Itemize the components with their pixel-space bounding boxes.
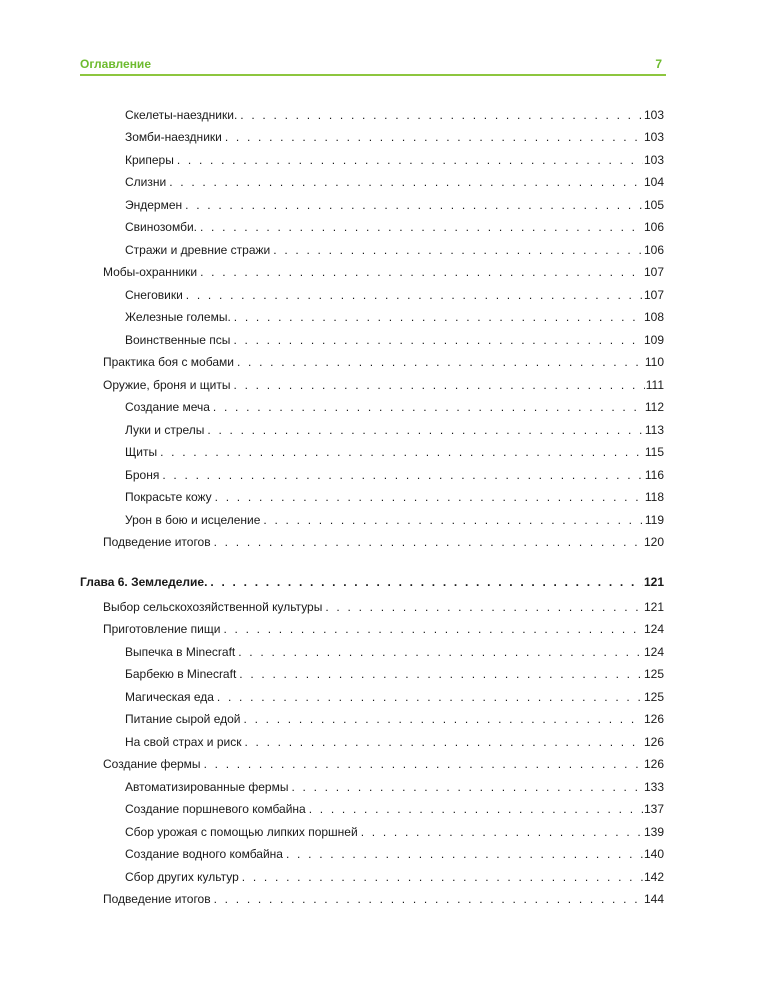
toc-entry — [125, 644, 664, 660]
toc-entry-page: 103 — [643, 130, 664, 144]
toc-entry — [125, 666, 664, 682]
toc-entry-page: 105 — [643, 198, 664, 212]
toc-entry — [125, 219, 664, 235]
toc-entry — [125, 444, 664, 460]
running-header — [80, 57, 666, 75]
toc-entry-page: 115 — [644, 445, 664, 459]
dot-leader — [215, 489, 644, 505]
toc-entry — [125, 467, 664, 483]
toc-entry-page: 116 — [644, 468, 664, 482]
toc-entry — [125, 422, 664, 438]
dot-leader — [240, 107, 643, 123]
toc-entry-title: Сбор других культур — [125, 870, 239, 884]
toc-entry-page: 133 — [643, 780, 664, 794]
toc-entry-page: 126 — [643, 735, 664, 749]
toc-entry-page: 126 — [643, 757, 664, 771]
dot-leader — [207, 422, 643, 438]
dot-leader — [233, 332, 643, 348]
header-rule — [80, 74, 666, 76]
toc-entry-page: 113 — [644, 423, 664, 437]
dot-leader — [204, 756, 643, 772]
toc-entry — [103, 621, 664, 637]
toc-entry-page: 110 — [644, 355, 664, 369]
dot-leader — [244, 711, 643, 727]
toc-entry-title: На свой страх и риск — [125, 735, 242, 749]
toc-entry — [125, 332, 664, 348]
toc-entry-page: 121 — [643, 600, 664, 614]
toc-entry-page: 140 — [643, 847, 664, 861]
dot-leader — [242, 869, 643, 885]
dot-leader — [160, 444, 644, 460]
dot-leader — [186, 287, 643, 303]
toc-entry-page: 144 — [643, 892, 664, 906]
toc-entry-page: 125 — [643, 667, 664, 681]
toc-entry — [125, 129, 664, 145]
toc-entry — [125, 512, 664, 528]
dot-leader — [309, 801, 643, 817]
toc-entry — [125, 287, 664, 303]
toc-entry-title: Создание фермы — [103, 757, 201, 771]
toc-entry-title: Глава 6. Земледелие. — [80, 575, 208, 589]
dot-leader — [234, 309, 643, 325]
toc-entry-page: 109 — [643, 333, 664, 347]
toc-entry — [125, 711, 664, 727]
toc-entry — [125, 779, 664, 795]
toc-entry-page: 106 — [643, 220, 664, 234]
dot-leader — [177, 152, 643, 168]
toc-entry — [103, 377, 664, 393]
toc-entry-title: Луки и стрелы — [125, 423, 205, 437]
toc-entry — [125, 824, 664, 840]
toc-entry — [125, 197, 664, 213]
toc-entry-title: Эндермен — [125, 198, 183, 212]
toc-entry — [125, 242, 664, 258]
toc-entry-page: 137 — [643, 802, 664, 816]
toc-entry-page: 142 — [643, 870, 664, 884]
toc-entry-title: Выбор сельскохозяйственной культуры — [103, 600, 323, 614]
toc-entry-title: Питание сырой едой — [125, 712, 241, 726]
dot-leader — [214, 534, 643, 550]
dot-leader — [214, 891, 643, 907]
dot-leader — [200, 219, 643, 235]
toc-entry-title: Барбекю в Minecraft — [125, 667, 237, 681]
toc-entry-page: 126 — [643, 712, 664, 726]
toc-entry — [103, 891, 664, 907]
toc-entry-page: 118 — [644, 490, 664, 504]
toc-entry-title: Стражи и древние стражи — [125, 243, 271, 257]
toc-entry-title: Приготовление пищи — [103, 622, 221, 636]
toc-entry — [125, 152, 664, 168]
toc-entry-title: Создание меча — [125, 400, 210, 414]
toc-entry-title: Урон в бою и исцеление — [125, 513, 261, 527]
toc-entry — [103, 534, 664, 550]
toc-entry-title: Слизни — [125, 175, 167, 189]
header-page-number: 7 — [655, 57, 662, 71]
toc-entry-title: Автоматизированные фермы — [125, 780, 289, 794]
dot-leader — [239, 666, 643, 682]
toc-entry-page: 124 — [643, 622, 664, 636]
toc-entry — [125, 689, 664, 705]
toc-entry-title: Выпечка в Minecraft — [125, 645, 236, 659]
dot-leader — [273, 242, 643, 258]
toc-entry-page: 103 — [643, 108, 664, 122]
toc-entry-title: Зомби-наездники — [125, 130, 222, 144]
dot-leader — [217, 689, 643, 705]
toc-entry — [103, 599, 664, 615]
toc-entry — [125, 309, 664, 325]
dot-leader — [223, 621, 643, 637]
toc-entry-page: 112 — [644, 400, 664, 414]
toc-entry-title: Снеговики — [125, 288, 183, 302]
toc-entry-page: 107 — [643, 288, 664, 302]
toc-entry-title: Броня — [125, 468, 160, 482]
toc-entry — [125, 734, 664, 750]
toc-entry-page: 107 — [643, 265, 664, 279]
toc-entry-page: 106 — [643, 243, 664, 257]
toc-entry-title: Практика боя с мобами — [103, 355, 234, 369]
dot-leader — [244, 734, 643, 750]
dot-leader — [213, 399, 644, 415]
dot-leader — [210, 574, 643, 590]
toc-entry — [103, 264, 664, 280]
toc-entry-title: Железные големы. — [125, 310, 231, 324]
toc-entry — [125, 846, 664, 862]
header-title: Оглавление — [80, 57, 151, 71]
dot-leader — [185, 197, 643, 213]
dot-leader — [234, 377, 645, 393]
toc-entry-page: 139 — [643, 825, 664, 839]
dot-leader — [237, 354, 644, 370]
toc-entry-title: Мобы-охранники — [103, 265, 198, 279]
dot-leader — [238, 644, 643, 660]
toc-entry-title: Подведение итогов — [103, 535, 211, 549]
toc-entry — [125, 399, 664, 415]
toc-entry — [125, 869, 664, 885]
dot-leader — [225, 129, 643, 145]
toc-entry — [125, 174, 664, 190]
toc-entry-title: Скелеты-наездники. — [125, 108, 238, 122]
toc-entry — [125, 489, 664, 505]
toc-entry-title: Покрасьте кожу — [125, 490, 212, 504]
dot-leader — [291, 779, 643, 795]
toc-entry-page: 103 — [643, 153, 664, 167]
toc-entry-page: 104 — [643, 175, 664, 189]
toc-entry — [125, 801, 664, 817]
toc-entry-title: Создание водного комбайна — [125, 847, 283, 861]
toc-entry — [103, 756, 664, 772]
dot-leader — [169, 174, 643, 190]
toc-entry — [125, 107, 664, 123]
toc-entry-title: Оружие, броня и щиты — [103, 378, 231, 392]
toc-entry-title: Создание поршневого комбайна — [125, 802, 306, 816]
dot-leader — [263, 512, 643, 528]
toc-entry-title: Магическая еда — [125, 690, 214, 704]
dot-leader — [361, 824, 643, 840]
dot-leader — [162, 467, 644, 483]
toc-entry-title: Сбор урожая с помощью липких поршней — [125, 825, 358, 839]
toc-entry-page: 119 — [644, 513, 664, 527]
toc-entry-title: Свинозомби. — [125, 220, 197, 234]
toc-entry-page: 108 — [643, 310, 664, 324]
toc-entry-title: Подведение итогов — [103, 892, 211, 906]
toc-entry-title: Щиты — [125, 445, 158, 459]
toc-entry-page: 125 — [643, 690, 664, 704]
toc-chapter-entry — [80, 574, 664, 590]
toc-entry-page: 120 — [643, 535, 664, 549]
toc-entry-title: Криперы — [125, 153, 174, 167]
dot-leader — [286, 846, 643, 862]
toc-entry — [103, 354, 664, 370]
dot-leader — [325, 599, 643, 615]
dot-leader — [200, 264, 643, 280]
toc-entry-title: Воинственные псы — [125, 333, 231, 347]
toc-entry-page: 111 — [645, 378, 664, 392]
toc-entry-page: 124 — [643, 645, 664, 659]
toc-entry-page: 121 — [643, 575, 664, 589]
